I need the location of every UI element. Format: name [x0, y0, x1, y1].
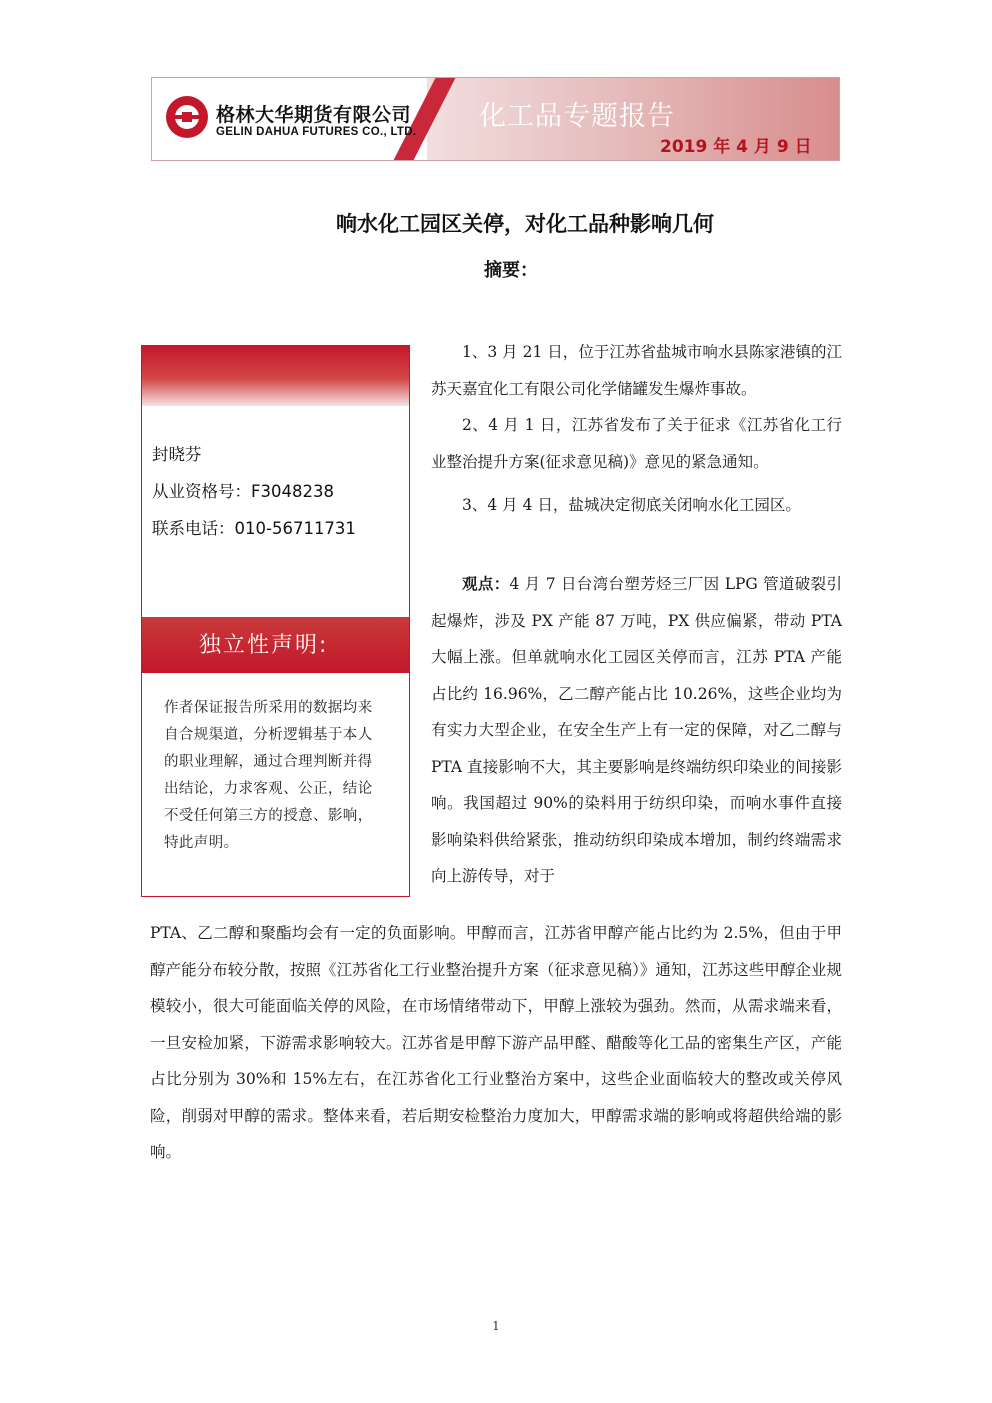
document-title: 响水化工园区关停，对化工品种影响几何: [336, 212, 714, 236]
company-logo-icon: [166, 96, 208, 138]
viewpoint-paragraph-full: PTA、乙二醇和聚酯均会有一定的负面影响。甲醇而言，江苏省甲醇产能占比约为 2.5%，但由于甲醇产能分布较分散，按照《江苏省化工行业整治提升方案（征求意见稿）》通知，江苏这些甲醇企业规模较小，很大可能面临关停的风险，在市场情绪带动下，甲醇上涨较为强劲。然而，从需求端来看，一旦安检加紧，下游需求影响较大。江苏省是甲醇下游产品甲醛、醋酸等化工品的密集生产区，产能占比分别为 30%和 15%左右，在江苏省化工行业整治方案中，这些企业面临较大的整改或关停风险，削弱对甲醇的需求。整体来看，若后期安检整治力度加大，甲醇需求端的影响或将超供给端的影响。: [150, 924, 842, 1161]
author-name: 封晓芬: [152, 445, 202, 464]
summary-heading: 摘要：: [484, 260, 538, 281]
viewpoint-paragraph-right: [431, 566, 842, 895]
logo-square: [182, 112, 192, 122]
summary-item-1: 1、3 月 21 日，位于江苏省盐城市响水县陈家港镇的江苏天嘉宜化工有限公司化学储罐发生爆炸事故。: [431, 343, 842, 398]
author-sidebar: [141, 345, 410, 897]
viewpoint-label: 观点：: [462, 575, 510, 593]
author-license: 从业资格号：F3048238: [152, 482, 334, 501]
summary-item-2: 2、4 月 1 日，江苏省发布了关于征求《江苏省化工行业整治提升方案(征求意见稿)》意见的紧急通知。: [431, 416, 842, 471]
author-phone: 联系电话：010-56711731: [152, 519, 356, 538]
summary-item-3: 3、4 月 4 日，盐城决定彻底关闭响水化工园区。: [462, 496, 801, 514]
header-banner: [151, 77, 840, 161]
declaration-band: [142, 617, 409, 673]
report-date: 2019 年 4 月 9 日: [660, 137, 812, 157]
company-name-cn: 格林大华期货有限公司: [216, 104, 412, 126]
page-number: 1: [492, 1319, 500, 1333]
author-info: [152, 436, 356, 547]
viewpoint-text-right: 4 月 7 日台湾台塑芳烃三厂因 LPG 管道破裂引起爆炸，涉及 PX 产能 87 万吨，PX 供应偏紧，带动 PTA 大幅上涨。但单就响水化工园区关停而言，江苏 PTA 产能占比约 16.96%，乙二醇产能占比 10.26%，这些企业均为有实力大型企业，在安全生产上有一定的保障，对乙二醇与 PTA 直接影响不大，其主要影响是终端纺织印染业的间接影响。我国超过 90%的染料用于纺织印染，而响水事件直接影响染料供给紧张，推动纺织印染成本增加，制约终端需求向上游传导，对于: [431, 575, 842, 885]
sidebar-top-band: [142, 346, 409, 406]
declaration-text: 作者保证报告所采用的数据均来自合规渠道，分析逻辑基于本人的职业理解，通过合理判断并得出结论，力求客观、公正，结论不受任何第三方的授意、影响，特此声明。: [164, 700, 373, 851]
report-type-title: 化工品专题报告: [479, 101, 675, 132]
company-name-en: GELIN DAHUA FUTURES CO., LTD.: [216, 126, 417, 138]
declaration-title: 独立性声明:: [199, 633, 329, 658]
